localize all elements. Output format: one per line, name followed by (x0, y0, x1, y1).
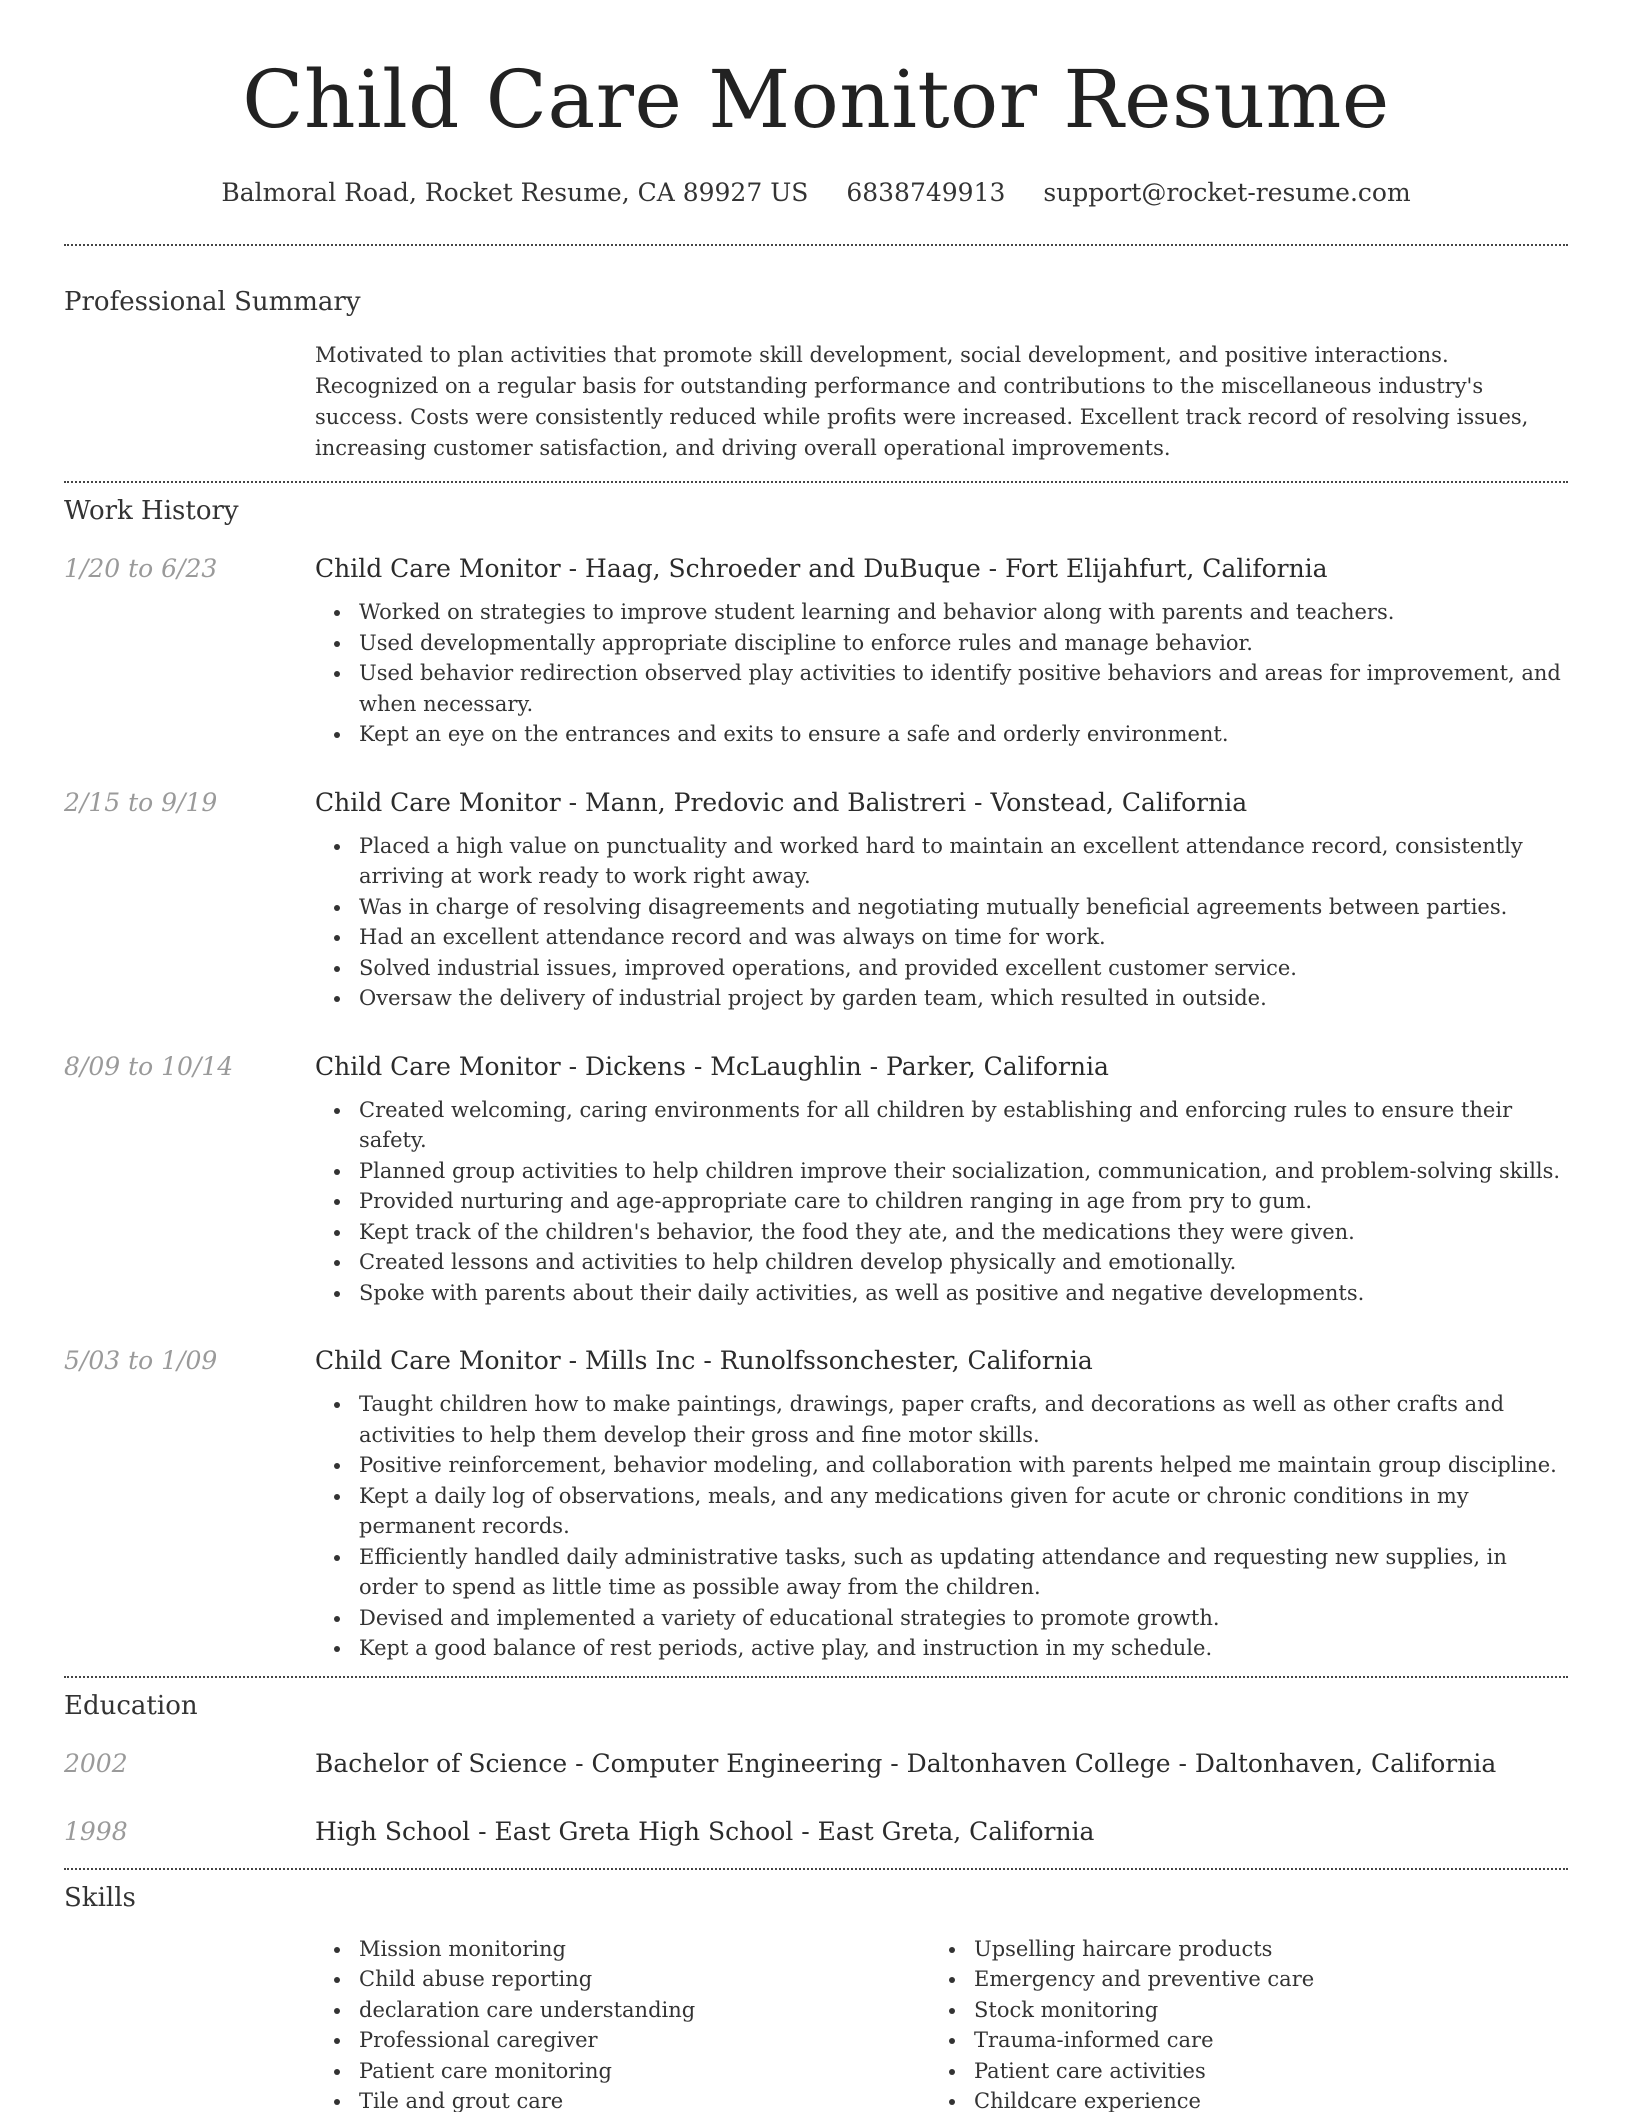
job-title: Child Care Monitor - Dickens - McLaughlin - Parker, California (315, 1051, 1109, 1081)
section-divider (64, 1868, 1568, 1870)
education-entry (64, 1748, 1568, 1780)
education-heading: Education (64, 1690, 198, 1721)
skills-list-right (930, 1934, 1545, 2112)
education-degree: Bachelor of Science - Computer Engineering - Daltonhaven College - Daltonhaven, California (315, 1748, 1497, 1778)
skill-item: Child abuse reporting (315, 1964, 930, 1995)
list-item: Spoke with parents about their daily activities, as well as positive and negative developments. (315, 1278, 1568, 1309)
skill-item: Patient care activities (930, 2056, 1545, 2087)
job-details (315, 787, 1568, 1014)
job-title: Child Care Monitor - Haag, Schroeder and DuBuque - Fort Elijahfurt, California (315, 554, 1328, 583)
job-entry (64, 1345, 1568, 1664)
list-item: Kept an eye on the entrances and exits to ensure a safe and orderly environment. (315, 719, 1568, 750)
list-item: Was in charge of resolving disagreements and negotiating mutually beneficial agreements between parties. (315, 892, 1568, 923)
job-entry (64, 787, 1568, 1014)
summary-section (64, 286, 1568, 464)
education-degree: High School - East Greta High School - East Greta, California (315, 1816, 1095, 1846)
job-title: Child Care Monitor - Mann, Predovic and Balistreri - Vonstead, California (315, 787, 1248, 817)
contact-line (64, 178, 1568, 208)
list-item: Planned group activities to help children improve their socialization, communication, and problem-solving skills. (315, 1156, 1568, 1187)
job-bullets (315, 1389, 1568, 1664)
list-item: Created welcoming, caring environments for all children by establishing and enforcing rules to ensure their safety. (315, 1095, 1568, 1156)
list-item: Kept track of the children's behavior, the food they ate, and the medications they were given. (315, 1217, 1568, 1248)
skill-item: Upselling haircare products (930, 1934, 1545, 1965)
work-history-heading: Work History (64, 496, 239, 526)
job-details (315, 553, 1568, 750)
education-entry (64, 1816, 1568, 1848)
skills-section (64, 1882, 1568, 2112)
job-details (315, 1051, 1568, 1309)
list-item: Created lessons and activities to help children develop physically and emotionally. (315, 1247, 1568, 1278)
contact-email: support@rocket-resume.com (1043, 178, 1411, 207)
skills-heading: Skills (64, 1882, 136, 1913)
list-item: Positive reinforcement, behavior modeling, and collaboration with parents helped me maintain group discipline. (315, 1450, 1568, 1481)
resume-title: Child Care Monitor Resume (242, 53, 1390, 146)
summary-heading: Professional Summary (64, 287, 361, 317)
job-title: Child Care Monitor - Mills Inc - Runolfssonchester, California (315, 1346, 1093, 1375)
job-entry (64, 1051, 1568, 1309)
list-item: Oversaw the delivery of industrial project by garden team, which resulted in outside. (315, 983, 1568, 1014)
section-divider (64, 481, 1568, 483)
education-section (64, 1690, 1568, 1848)
list-item: Used developmentally appropriate discipline to enforce rules and manage behavior. (315, 628, 1568, 659)
job-entry (64, 553, 1568, 750)
list-item: Had an excellent attendance record and was always on time for work. (315, 922, 1568, 953)
resume-page (64, 0, 1568, 2112)
list-item: Solved industrial issues, improved operations, and provided excellent customer service. (315, 953, 1568, 984)
job-dates: 8/09 to 10/14 (64, 1051, 234, 1081)
job-dates: 5/03 to 1/09 (64, 1346, 218, 1375)
resume-header (64, 0, 1568, 208)
section-divider (64, 1676, 1568, 1678)
job-bullets (315, 831, 1568, 1014)
job-details (315, 1345, 1568, 1664)
contact-address: Balmoral Road, Rocket Resume, CA 89927 US (221, 178, 809, 207)
skill-item: Mission monitoring (315, 1934, 930, 1965)
list-item: Kept a daily log of observations, meals, and any medications given for acute or chronic conditions in my permanent records. (315, 1481, 1568, 1542)
skill-item: Patient care monitoring (315, 2056, 930, 2087)
list-item: Kept a good balance of rest periods, active play, and instruction in my schedule. (315, 1633, 1568, 1664)
skill-item: Professional caregiver (315, 2025, 930, 2056)
list-item: Provided nurturing and age-appropriate care to children ranging in age from pry to gum. (315, 1186, 1568, 1217)
job-dates: 1/20 to 6/23 (64, 554, 218, 583)
list-item: Efficiently handled daily administrative tasks, such as updating attendance and requesting new supplies, in order to spend as little time as possible away from the children. (315, 1542, 1568, 1603)
skill-item: Emergency and preventive care (930, 1964, 1545, 1995)
job-bullets (315, 1095, 1568, 1309)
list-item: Taught children how to make paintings, drawings, paper crafts, and decorations as well as other crafts and activities to help them develop their gross and fine motor skills. (315, 1389, 1568, 1450)
skills-list-left (315, 1934, 930, 2112)
skills-columns (315, 1934, 1568, 2112)
list-item: Used behavior redirection observed play activities to identify positive behaviors and areas for improvement, and when necessary. (315, 658, 1568, 719)
skill-item: Stock monitoring (930, 1995, 1545, 2026)
list-item: Devised and implemented a variety of educational strategies to promote growth. (315, 1603, 1568, 1634)
skill-item: Tile and grout care (315, 2086, 930, 2112)
skill-item: Childcare experience (930, 2086, 1545, 2112)
summary-text: Motivated to plan activities that promote skill development, social development, and positive interactions. Recognized on a regular basis for outstanding performance and contributions to the miscellaneous industry's success. Costs were consistently reduced while profits were increased. Excellent track record of resolving issues, increasing customer satisfaction, and driving overall operational improvements. (315, 343, 1529, 460)
job-dates: 2/15 to 9/19 (64, 787, 218, 817)
education-year: 2002 (64, 1748, 128, 1778)
contact-phone: 6838749913 (846, 178, 1006, 207)
section-divider (64, 244, 1568, 246)
skill-item: declaration care understanding (315, 1995, 930, 2026)
list-item: Placed a high value on punctuality and worked hard to maintain an excellent attendance record, consistently arriving at work ready to work right away. (315, 831, 1568, 892)
list-item: Worked on strategies to improve student learning and behavior along with parents and teachers. (315, 597, 1568, 628)
education-year: 1998 (64, 1816, 128, 1846)
work-history-section (64, 495, 1568, 1664)
job-bullets (315, 597, 1568, 750)
skill-item: Trauma-informed care (930, 2025, 1545, 2056)
